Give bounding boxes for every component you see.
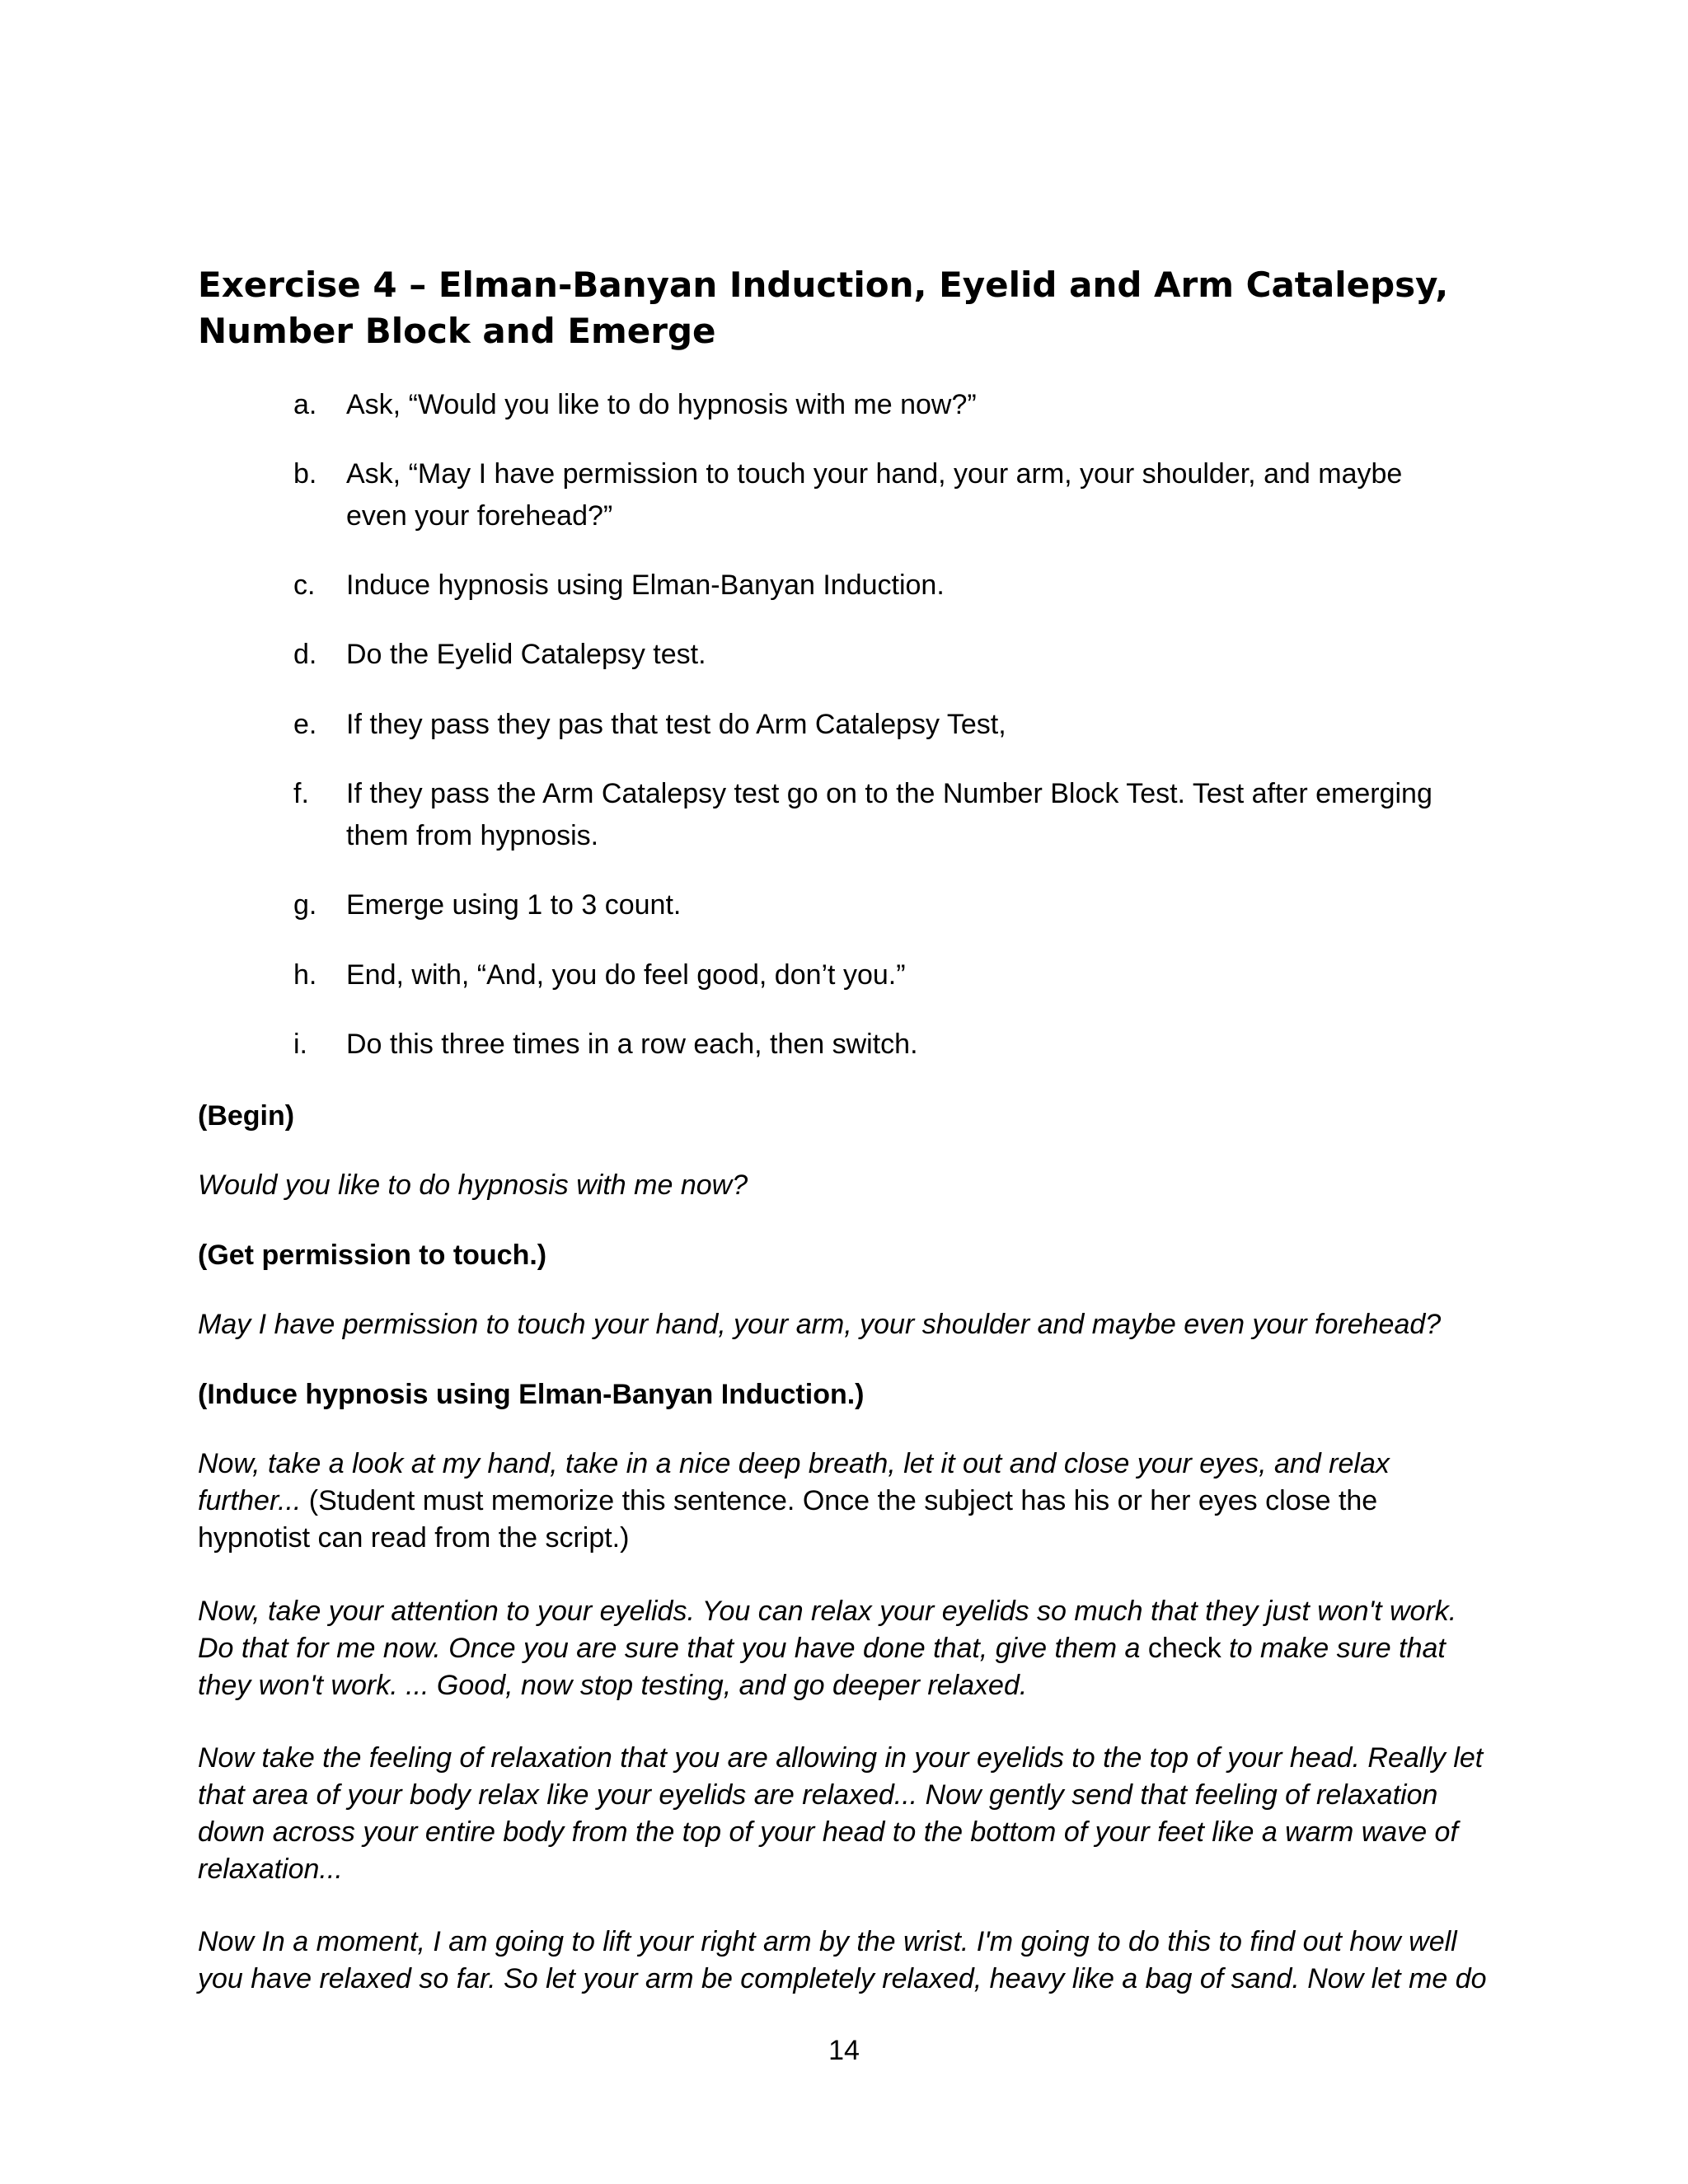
step-marker: i. (293, 1029, 307, 1060)
eyelids-text-part2: to make sure that they won't work. ... Good, now stop testing, and go deeper relaxed. (198, 1633, 1446, 1701)
begin-label: (Begin) (198, 1100, 295, 1132)
permission-label: (Get permission to touch.) (198, 1240, 547, 1271)
step-item-h (293, 954, 1464, 996)
step-marker: b. (293, 458, 317, 490)
eyelids-paragraph (198, 1593, 1492, 1704)
step-item-d (293, 634, 1464, 676)
induce-label: (Induce hypnosis using Elman-Banyan Induction.) (198, 1379, 865, 1410)
eyelids-check-word: check (1147, 1633, 1221, 1664)
step-marker: a. (293, 389, 317, 420)
step-marker: e. (293, 709, 317, 740)
relaxation-paragraph: Now take the feeling of relaxation that you are allowing in your eyelids to the top of your head. Really let that area of your body relax like your eyelids are relaxed... Now gently send that feeling of relaxation down across your entire body from the top of your head to the bottom of your feet like a warm wave of relaxation... (198, 1742, 1484, 1885)
permission-line: May I have permission to touch your hand, your arm, your shoulder and maybe even your forehead? (198, 1309, 1442, 1340)
step-text: If they pass they pas that test do Arm Catalepsy Test, (346, 709, 1006, 740)
step-item-a (293, 384, 1464, 426)
step-item-e (293, 704, 1464, 746)
step-text: Do this three times in a row each, then switch. (346, 1029, 918, 1060)
step-text: If they pass the Arm Catalepsy test go on to the Number Block Test. Test after emerging them from hypnosis. (346, 778, 1432, 851)
induction-sentence: Now, take a look at my hand, take in a nice deep breath, let it out and close your eyes, and relax further... (198, 1448, 1390, 1516)
step-marker: d. (293, 639, 317, 670)
exercise-heading: Exercise 4 – Elman-Banyan Induction, Eyelid and Arm Catalepsy, Number Block and Emerge (198, 265, 1449, 351)
step-text: Emerge using 1 to 3 count. (346, 889, 682, 921)
step-marker: c. (293, 569, 316, 601)
step-marker: h. (293, 959, 317, 991)
induction-paragraph (198, 1446, 1492, 1557)
step-marker: g. (293, 889, 317, 921)
step-text: Induce hypnosis using Elman-Banyan Induction. (346, 569, 945, 601)
arm-paragraph: Now In a moment, I am going to lift your right arm by the wrist. I'm going to do this to find out how well you have relaxed so far. So let your arm be completely relaxed, heavy like a bag of sand. Now let me do (198, 1926, 1487, 1994)
step-item-f (293, 773, 1464, 857)
step-text: Do the Eyelid Catalepsy test. (346, 639, 706, 670)
eyelids-text-part1: Now, take your attention to your eyelids. You can relax your eyelids so much that they just won't work. Do that for me now. Once you are sure that you have done that, give them a (198, 1596, 1457, 1664)
step-marker: f. (293, 778, 309, 809)
ask-line: Would you like to do hypnosis with me now? (198, 1169, 748, 1201)
step-item-c (293, 565, 1464, 607)
step-item-i (293, 1024, 1464, 1066)
page-number: 14 (828, 2035, 860, 2066)
induction-note: (Student must memorize this sentence. Once the subject has his or her eyes close the hypnotist can read from the script.) (198, 1485, 1378, 1554)
step-item-g (293, 884, 1464, 926)
step-text: Ask, “May I have permission to touch your hand, your arm, your shoulder, and maybe even your forehead?” (346, 458, 1403, 532)
step-item-b (293, 453, 1464, 537)
step-text: End, with, “And, you do feel good, don’t you.” (346, 959, 906, 991)
step-text: Ask, “Would you like to do hypnosis with me now?” (346, 389, 977, 420)
